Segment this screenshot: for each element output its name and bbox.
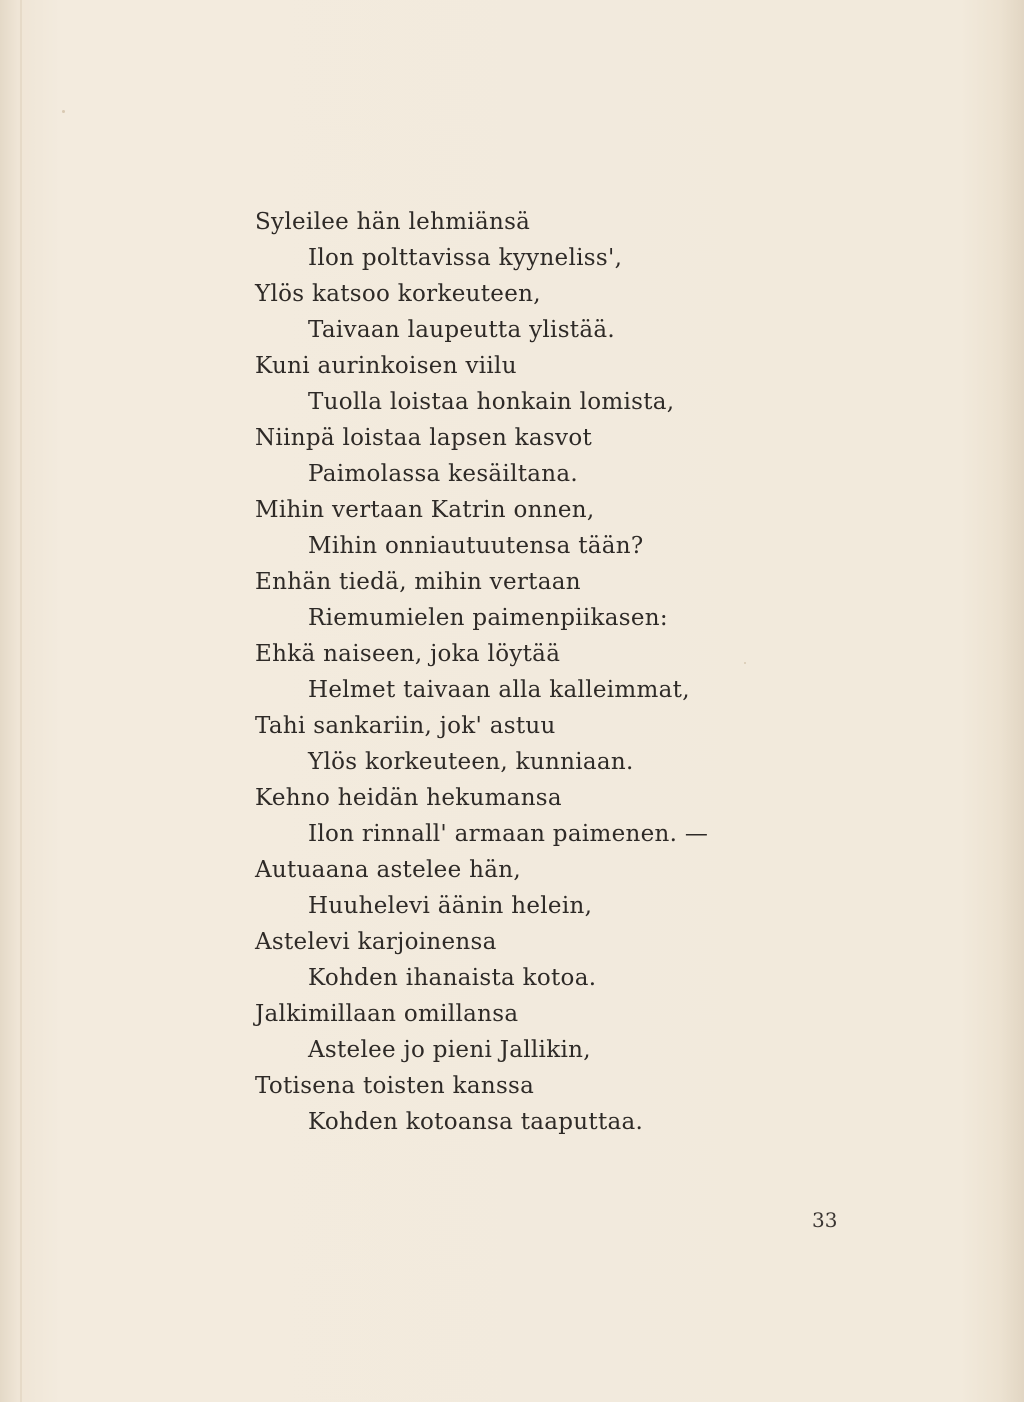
poem-line: Niinpä loistaa lapsen kasvot xyxy=(255,425,593,451)
poem-line: Ehkä naiseen, joka löytää xyxy=(255,641,561,667)
poem-line: Autuaana astelee hän, xyxy=(255,857,521,883)
poem-line: Taivaan laupeutta ylistää. xyxy=(308,317,615,343)
page-number: 33 xyxy=(812,1208,838,1232)
poem-line: Mihin vertaan Katrin onnen, xyxy=(255,497,595,523)
page-gutter xyxy=(20,0,22,1402)
poem-line: Enhän tiedä, mihin vertaan xyxy=(255,569,581,595)
poem-line: Kohden kotoansa taaputtaa. xyxy=(308,1109,644,1135)
poem-line: Astelee jo pieni Jallikin, xyxy=(308,1037,591,1063)
poem-line: Totisena toisten kanssa xyxy=(255,1073,535,1099)
poem-line: Paimolassa kesäiltana. xyxy=(308,461,579,487)
poem-line: Kohden ihanaista kotoa. xyxy=(308,965,597,991)
poem-line: Jalkimillaan omillansa xyxy=(255,1001,519,1027)
poem-line: Ilon polttavissa kyyneliss', xyxy=(308,245,623,271)
poem-line: Kuni aurinkoisen viilu xyxy=(255,353,517,379)
poem-line: Ylös korkeuteen, kunniaan. xyxy=(308,749,634,775)
poem-line: Helmet taivaan alla kalleimmat, xyxy=(308,677,690,703)
paper-speck xyxy=(62,110,65,113)
poem-text xyxy=(255,204,815,1140)
poem-line: Syleilee hän lehmiänsä xyxy=(255,209,531,235)
poem-line: Ylös katsoo korkeuteen, xyxy=(255,281,541,307)
poem-line: Huuhelevi äänin helein, xyxy=(308,893,593,919)
poem-line: Ilon rinnall' armaan paimenen. — xyxy=(308,821,709,847)
poem-line: Riemumielen paimenpiikasen: xyxy=(308,605,668,631)
poem-line: Tuolla loistaa honkain lomista, xyxy=(308,389,675,415)
poem-line: Astelevi karjoinensa xyxy=(255,929,497,955)
poem-line: Kehno heidän hekumansa xyxy=(255,785,562,811)
poem-line: Tahi sankariin, jok' astuu xyxy=(255,713,556,739)
poem-line: Mihin onniautuutensa tään? xyxy=(308,533,644,559)
